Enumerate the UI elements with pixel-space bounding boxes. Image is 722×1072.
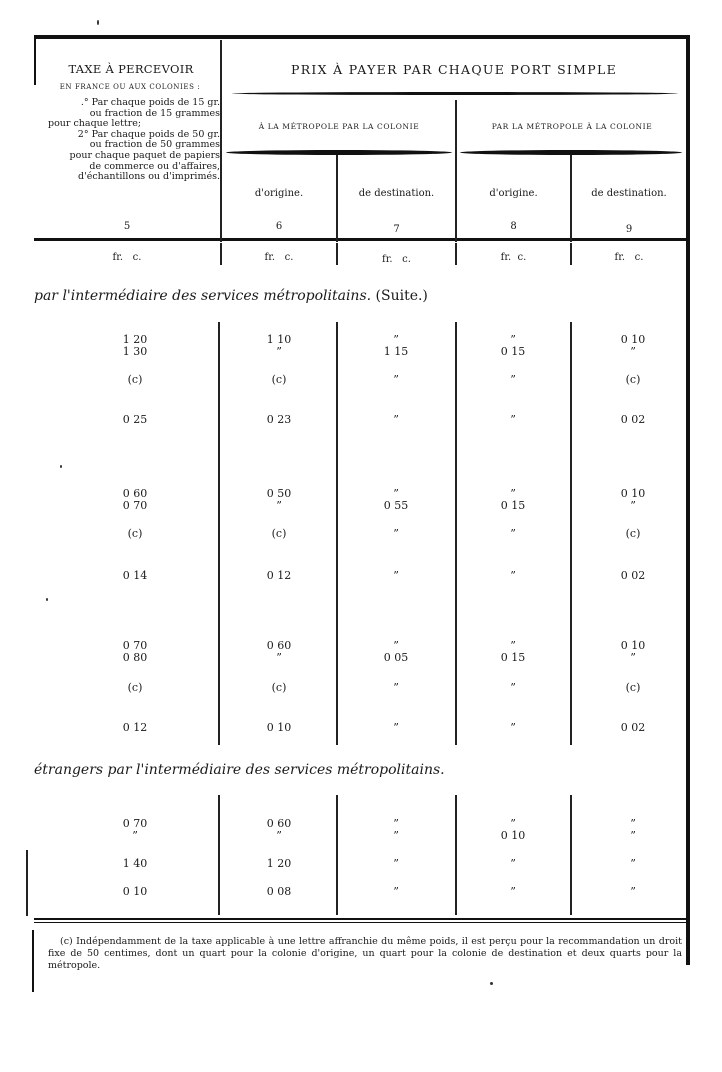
table-cell-r8-col6: (c): [271, 681, 287, 694]
col9-header: de destination.: [591, 188, 667, 199]
print-speck: [46, 598, 48, 601]
col8-header: d'origine.: [489, 188, 538, 199]
table-cell-r12-col9: ”: [630, 885, 636, 898]
col-number-5: 5: [123, 221, 131, 232]
table-cell-r5-col7: ”: [393, 527, 399, 540]
table-cell-r5-col6: (c): [271, 527, 287, 540]
unit-col9: fr. c.: [614, 252, 644, 263]
body-divider: [570, 322, 572, 745]
table-cell-r7-col6: 0 60 ”: [266, 639, 292, 664]
table-cell-r10-col8: ” 0 10: [500, 817, 526, 842]
table-cell-r6-col7: ”: [393, 569, 399, 582]
table-cell-r9-col9: 0 02: [620, 721, 646, 734]
table-cell-r3-col5: 0 25: [122, 413, 148, 426]
table-cell-r8-col9: (c): [625, 681, 641, 694]
table-cell-r3-col6: 0 23: [266, 413, 292, 426]
table-cell-r10-col9: ” ”: [630, 817, 636, 842]
table-cell-r5-col5: (c): [127, 527, 143, 540]
table-cell-r11-col5: 1 40: [122, 857, 148, 870]
col5-title: TAXE À PERCEVOIR: [68, 62, 194, 76]
col5-line: d'échantillons ou d'imprimés.: [78, 171, 220, 183]
table-cell-r3-col8: ”: [510, 413, 516, 426]
table-cell-r10-col5: 0 70 ”: [122, 817, 148, 842]
table-cell-r1-col5: 1 20 1 30: [122, 333, 148, 358]
col7-header: de destination.: [358, 188, 435, 199]
table-cell-r8-col8: ”: [510, 681, 516, 694]
table-cell-r9-col7: ”: [393, 721, 399, 734]
table-cell-r7-col9: 0 10 ”: [620, 639, 646, 664]
table-cell-r6-col6: 0 12: [266, 569, 292, 582]
col-number-8: 8: [510, 221, 517, 232]
table-cell-r12-col5: 0 10: [122, 885, 148, 898]
table-cell-r6-col8: ”: [510, 569, 516, 582]
col5-line: de commerce ou d'affaires,: [89, 160, 220, 172]
table-cell-r4-col6: 0 50 ”: [266, 487, 292, 512]
body-divider: [336, 322, 338, 745]
body-divider: [455, 795, 457, 915]
table-cell-r5-col9: (c): [625, 527, 641, 540]
table-cell-r6-col5: 0 14: [122, 569, 148, 582]
prix-title: PRIX À PAYER PAR CHAQUE PORT SIMPLE: [290, 62, 618, 77]
body-divider: [218, 795, 220, 915]
units-divider: [570, 243, 572, 265]
units-divider: [220, 243, 222, 265]
footnote: (c) Indépendamment de la taxe applicable à une lettre affranchie du même poids, il est perçu pour la recommandation un droit fixe de 50 centimes, dont un quart pour la colonie d'origine, un quart pour la colonie de destination et deux quarts pour la métropole.: [48, 936, 682, 971]
table-cell-r5-col8: ”: [510, 527, 516, 540]
group-left-title: À LA MÉTROPOLE PAR LA COLONIE: [258, 122, 420, 131]
table-bottom-rule: [34, 918, 686, 920]
section-title-1-suffix: (Suite.): [371, 288, 428, 304]
col6-header: d'origine.: [254, 188, 304, 199]
left-border-top: [34, 35, 36, 85]
body-divider: [455, 322, 457, 745]
table-cell-r2-col6: (c): [271, 373, 287, 386]
table-cell-r9-col5: 0 12: [122, 721, 148, 734]
table-cell-r4-col7: ” 0 55: [383, 487, 409, 512]
table-cell-r9-col6: 0 10: [266, 721, 292, 734]
table-cell-r4-col5: 0 60 0 70: [122, 487, 148, 512]
section-title-1-text: par l'intermédiaire des services métropolitains.: [34, 288, 372, 304]
units-divider: [336, 243, 338, 265]
col-number-6: 6: [275, 221, 283, 232]
body-divider: [218, 322, 220, 745]
table-cell-r11-col9: ”: [630, 857, 636, 870]
unit-col6: fr. c.: [264, 252, 294, 263]
table-cell-r12-col7: ”: [393, 885, 399, 898]
table-cell-r8-col5: (c): [127, 681, 143, 694]
group-right-swoosh: [460, 150, 682, 155]
table-cell-r11-col7: ”: [393, 857, 399, 870]
unit-col8: fr. c.: [500, 252, 527, 263]
table-cell-r11-col6: 1 20: [266, 857, 292, 870]
table-cell-r10-col7: ” ”: [393, 817, 399, 842]
units-divider: [455, 243, 457, 265]
table-cell-r10-col6: 0 60 ”: [266, 817, 292, 842]
col5-line: ou fraction de 15 grammes: [89, 107, 220, 119]
col-number-7: 7: [393, 224, 400, 235]
table-cell-r2-col7: ”: [393, 373, 399, 386]
table-cell-r2-col8: ”: [510, 373, 516, 386]
col5-line: .° Par chaque poids de 15 gr.: [80, 97, 220, 108]
table-cell-r6-col9: 0 02: [620, 569, 646, 582]
body-divider: [336, 795, 338, 915]
top-thick-rule: [34, 35, 690, 39]
col5-line: ou fraction de 50 grammes: [89, 139, 220, 151]
section-title-2-text: étrangers par l'intermédiaire des services métropolitains.: [34, 762, 445, 778]
table-cell-r9-col8: ”: [510, 721, 516, 734]
col-number-9: 9: [625, 224, 633, 235]
header-bottom-rule: [34, 238, 686, 241]
table-cell-r4-col9: 0 10 ”: [620, 487, 646, 512]
table-cell-r7-col8: ” 0 15: [500, 639, 526, 664]
body-divider: [570, 795, 572, 915]
table-cell-r12-col8: ”: [510, 885, 516, 898]
table-cell-r1-col7: ” 1 15: [383, 333, 409, 358]
left-margin-mark: [26, 850, 28, 916]
section-title-2: [34, 762, 445, 778]
print-speck: [490, 982, 493, 985]
prix-swoosh: [232, 92, 678, 95]
table-cell-r2-col5: (c): [127, 373, 143, 386]
unit-col7: fr. c.: [382, 254, 411, 265]
col5-description: [34, 98, 220, 183]
table-cell-r1-col8: ” 0 15: [500, 333, 526, 358]
col5-line: pour chaque paquet de papiers: [69, 149, 220, 161]
table-cell-r11-col8: ”: [510, 857, 516, 870]
group-right-title: PAR LA MÉTROPOLE À LA COLONIE: [491, 122, 653, 131]
table-cell-r1-col9: 0 10 ”: [620, 333, 646, 358]
print-speck: [97, 20, 99, 25]
table-bottom-rule-2: [34, 922, 686, 923]
table-cell-r12-col6: 0 08: [266, 885, 292, 898]
table-cell-r4-col8: ” 0 15: [500, 487, 526, 512]
table-cell-r7-col7: ” 0 05: [383, 639, 409, 664]
col5-line: pour chaque lettre;: [48, 118, 142, 130]
col5-line: 2° Par chaque poids de 50 gr.: [77, 128, 220, 140]
table-cell-r3-col7: ”: [393, 413, 399, 426]
left-border-bottom: [32, 930, 34, 992]
table-cell-r8-col7: ”: [393, 681, 399, 694]
unit-col5: fr. c.: [112, 252, 142, 263]
table-cell-r2-col9: (c): [625, 373, 641, 386]
table-cell-r3-col9: 0 02: [620, 413, 646, 426]
table-cell-r1-col6: 1 10 ”: [266, 333, 292, 358]
col5-subtitle: EN FRANCE OU AUX COLONIES :: [59, 83, 201, 91]
section-title-1: [34, 288, 428, 304]
group-left-swoosh: [226, 150, 452, 155]
print-speck: [60, 465, 62, 468]
table-cell-r7-col5: 0 70 0 80: [122, 639, 148, 664]
